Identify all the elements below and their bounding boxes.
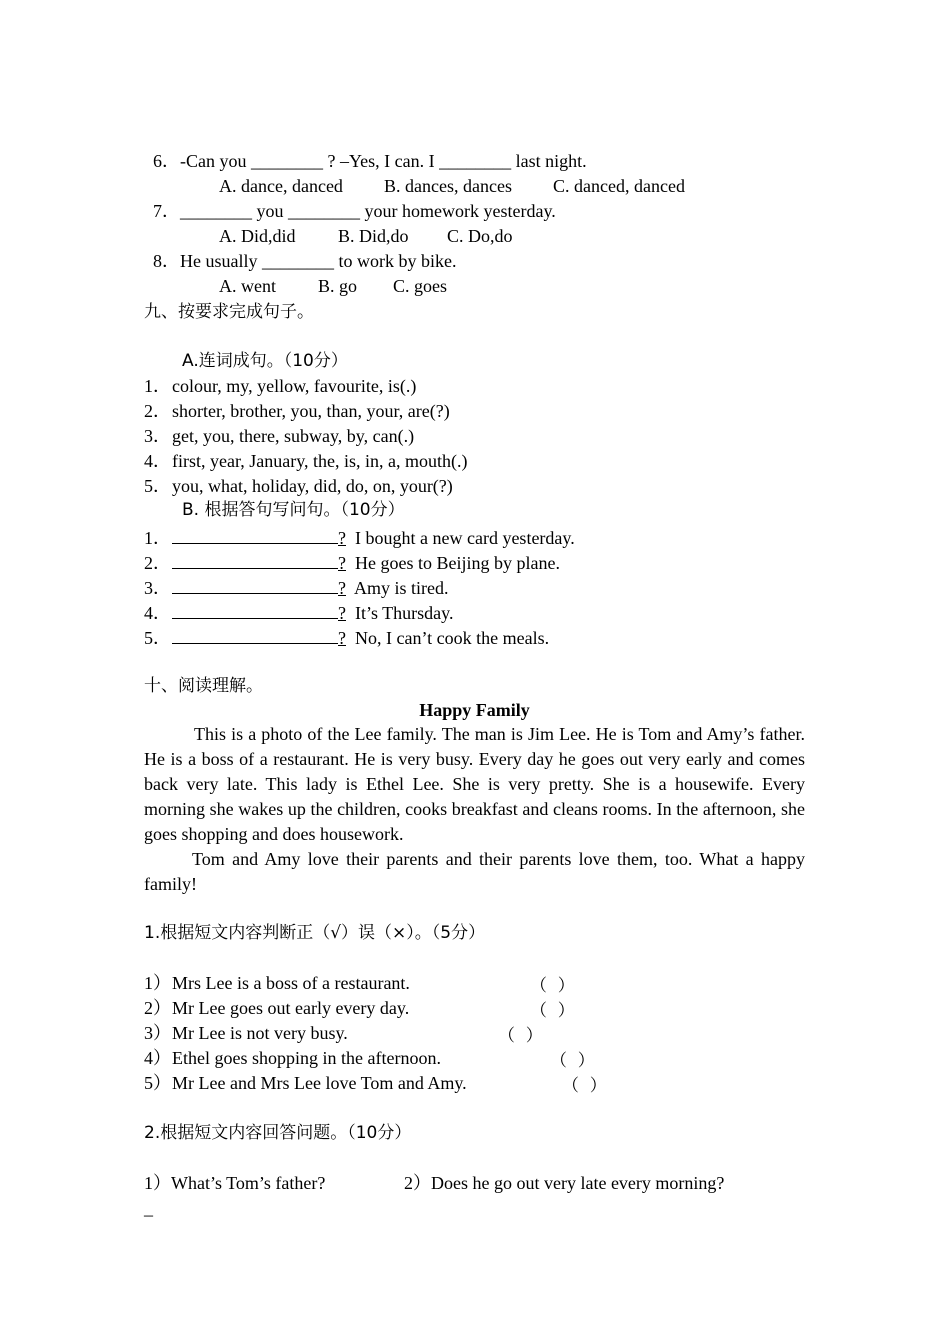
item-number: 1） [144,973,171,993]
passage-paragraph-2: Tom and Amy love their parents and their parents love them, too. What a happy family! [144,849,805,894]
item-number: 3． [144,426,171,446]
answer-text: Amy is tired. [354,578,449,598]
question-2: 2）Does he go out very late every morning? [404,1173,725,1193]
question-text: -Can you ________ ? –Yes, I can. I ________ last night. [180,151,587,171]
section-10-heading: 十、阅读理解。 [144,676,263,696]
answer-parentheses[interactable]: （ ） [530,1001,575,1021]
item-text: Mr Lee and Mrs Lee love Tom and Amy. [172,1073,467,1093]
question-text: ________ you ________ your homework yesterday. [180,201,556,221]
part-2-heading: 2.根据短文内容回答问题。（10分） [144,1123,412,1143]
passage-title: Happy Family [419,700,530,720]
item-text: shorter, brother, you, than, your, are(?) [172,401,450,421]
answer-blank[interactable] [172,549,338,569]
item-text: Ethel goes shopping in the afternoon. [172,1048,441,1068]
item-text: first, year, January, the, is, in, a, mouth(.) [172,451,468,471]
answer-text: No, I can’t cook the meals. [355,628,550,648]
answer-blank[interactable] [172,574,338,594]
option-b: B. Did,do [338,226,409,246]
list-item [144,624,549,650]
list-item [144,374,416,398]
item-number: 1． [144,376,171,396]
option-b: B. go [318,276,358,296]
answer-line[interactable]: _ [144,1198,153,1218]
list-item [144,449,468,473]
question-mark: ? [338,528,346,548]
section-9-heading: 九、按要求完成句子。 [144,302,314,322]
item-number: 4． [144,603,171,623]
item-text: get, you, there, subway, by, can(.) [172,426,415,446]
item-text: colour, my, yellow, favourite, is(.) [172,376,417,396]
item-number: 4） [144,1048,171,1068]
answer-blank[interactable] [172,599,338,619]
answer-blank[interactable] [172,524,338,544]
option-a: A. went [219,276,276,296]
list-item [144,524,575,550]
option-a: A. Did,did [219,226,296,246]
item-number: 4． [144,451,171,471]
option-c: C. Do,do [447,226,513,246]
question-1: 1）What’s Tom’s father? [144,1173,326,1193]
passage-paragraph-1: This is a photo of the Lee family. The man is Jim Lee. He is Tom and Amy’s father. He is a boss of a restaurant. He is very busy. Every day he goes out very early and comes back very late. This lady is Ethel Lee. She is very pretty. She is a housewife. Every morning she wakes up the children, cooks breakfast and cleans rooms. In the afternoon, she goes shopping and does housework. [144,724,805,844]
answer-parentheses[interactable]: （ ） [550,1051,595,1071]
item-number: 3） [144,1023,171,1043]
answer-text: He goes to Beijing by plane. [355,553,560,573]
question-8-options [210,250,447,298]
answer-parentheses[interactable]: （ ） [498,1026,543,1046]
list-item [144,996,409,1020]
option-b: B. dances, dances [384,176,512,196]
item-text: Mrs Lee is a boss of a restaurant. [172,973,410,993]
item-number: 2． [144,401,171,421]
list-item [144,549,560,575]
list-item [144,1046,441,1070]
question-mark: ? [338,578,346,598]
item-number: 3． [144,578,171,598]
answer-parentheses[interactable]: （ ） [562,1076,607,1096]
list-item [144,1071,467,1095]
answer-text: It’s Thursday. [355,603,454,623]
list-item [144,574,449,600]
answer-blank[interactable] [172,624,338,644]
item-number: 2） [144,998,171,1018]
answer-text: I bought a new card yesterday. [355,528,575,548]
question-mark: ? [338,628,346,648]
question-mark: ? [338,603,346,623]
option-a: A. dance, danced [219,176,343,196]
question-number: 8． [153,251,180,271]
list-item [144,399,450,423]
item-text: Mr Lee goes out early every day. [172,998,410,1018]
question-mark: ? [338,553,346,573]
option-c: C. goes [393,276,447,296]
question-number: 7． [153,201,180,221]
answer-parentheses[interactable]: （ ） [530,976,575,996]
item-text: Mr Lee is not very busy. [172,1023,348,1043]
item-number: 1． [144,528,171,548]
item-number: 5． [144,628,171,648]
list-item [144,971,410,995]
list-item [144,599,454,625]
part-b-heading: B. 根据答句写问句。（10分） [182,500,405,520]
list-item [144,1021,348,1045]
part-a-heading: A.连词成句。（10分） [182,351,348,371]
option-c: C. danced, danced [553,176,685,196]
list-item [144,424,414,448]
item-text: you, what, holiday, did, do, on, your(?) [172,476,453,496]
item-number: 2． [144,553,171,573]
question-text: He usually ________ to work by bike. [180,251,457,271]
item-number: 5） [144,1073,171,1093]
list-item [144,474,453,498]
item-number: 5． [144,476,171,496]
part-1-heading: 1.根据短文内容判断正（√）误（×）。（5分） [144,923,486,943]
question-number: 6． [153,151,180,171]
